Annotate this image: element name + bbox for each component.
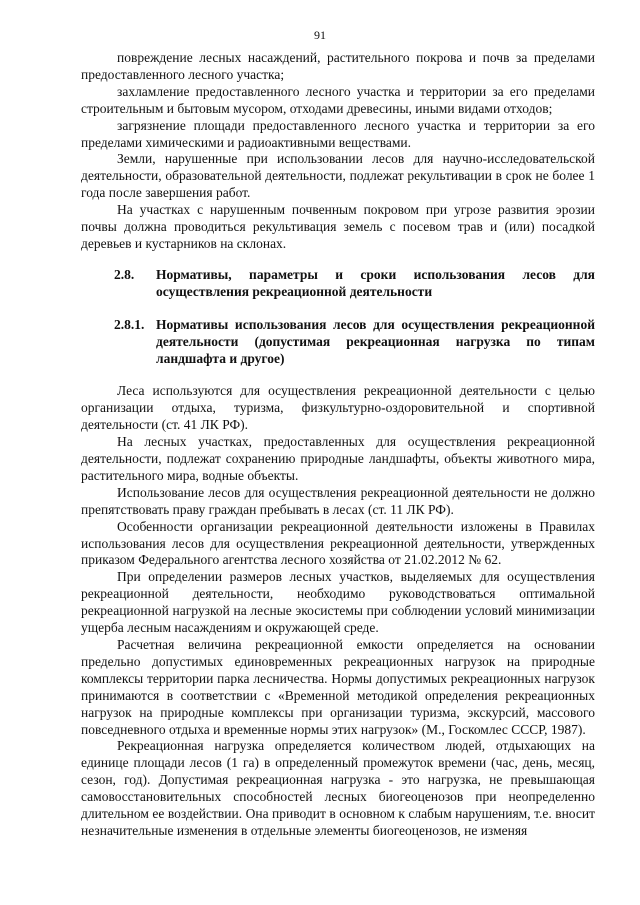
paragraph: Рекреационная нагрузка определяется количеством людей, отдыхающих на единице площади лесов (1 га) в определенный промежуток времени (час, день, месяц, сезон, год). Допустимая рекреационная нагрузка - это нагрузка, не превышающая самовосстановительных способностей лесных биогеоценозов при неопределенно длительном ее воздействии. Она приводит в основном к слабым нарушениям, т.е. вносит незначительные изменения в отдельные элементы биогеоценозов, не изменяя xyxy=(81,738,595,838)
document-body xyxy=(81,50,595,840)
section-heading xyxy=(81,267,595,301)
subsection-heading-number: 2.8.1. xyxy=(114,316,145,332)
page-number: 91 xyxy=(314,28,326,42)
section-heading-text: Нормативы, параметры и сроки использования лесов для осуществления рекреационной деятельности xyxy=(156,266,595,299)
paragraph: Леса используются для осуществления рекреационной деятельности с целью организации отдыха, туризма, физкультурно-оздоровительной и спортивной деятельности (ст. 41 ЛК РФ). xyxy=(81,383,595,433)
section-heading-number: 2.8. xyxy=(114,266,135,282)
paragraph: повреждение лесных насаждений, растительного покрова и почв за пределами предоставленного лесного участка; xyxy=(81,50,595,82)
paragraph: Использование лесов для осуществления рекреационной деятельности не должно препятствовать праву граждан пребывать в лесах (ст. 11 ЛК РФ). xyxy=(81,484,595,517)
paragraph: Земли, нарушенные при использовании лесов для научно-исследовательской деятельности, образовательной деятельности, подлежат рекультивации в срок не более 1 года после завершения работ. xyxy=(81,151,595,201)
subsection-heading-text: Нормативы использования лесов для осуществления рекреационной деятельности (допустимая рекреационная нагрузка по типам ландшафта и другое) xyxy=(156,316,595,366)
paragraph: Расчетная величина рекреационной емкости определяется на основании предельно допустимых единовременных рекреационных нагрузок на природные комплексы территории парка лесничества. Нормы допустимых рекреационных нагрузок принимаются в соответствии с «Временной методикой определения рекреационных нагрузок на природные комплексы при организации туризма, экскурсий, массового повседневного отдыха и временные нормы этих нагрузок» (М., Госкомлес СССР, 1987). xyxy=(81,637,595,737)
paragraph: захламление предоставленного лесного участка и территории за его пределами строительным и бытовым мусором, отходами древесины, иными видами отходов; xyxy=(81,83,595,116)
paragraph: Особенности организации рекреационной деятельности изложены в Правилах использования лесов для осуществления рекреационной деятельности, утвержденных приказом Федерального агентства лесного хозяйства от 21.02.2012 № 62. xyxy=(81,518,595,568)
subsection-heading xyxy=(81,317,595,368)
paragraph: На участках с нарушенным почвенным покровом при угрозе развития эрозии почвы должна проводиться рекультивация земель с посевом трав и (или) посадкой деревьев и кустарников на склонах. xyxy=(81,202,595,251)
paragraph: При определении размеров лесных участков, выделяемых для осуществления рекреационной деятельности, необходимо руководствоваться оптимальной рекреационной нагрузкой на лесные экосистемы при соблюдении условий минимизации ущерба лесным насаждениям и окружающей среде. xyxy=(81,569,595,636)
paragraph: загрязнение площади предоставленного лесного участка и территории за его пределами химическими и радиоактивными веществами. xyxy=(81,117,595,150)
paragraph: На лесных участках, предоставленных для осуществления рекреационной деятельности, подлежат сохранению природные ландшафты, объекты животного мира, растительного мира, водные объекты. xyxy=(81,434,595,483)
